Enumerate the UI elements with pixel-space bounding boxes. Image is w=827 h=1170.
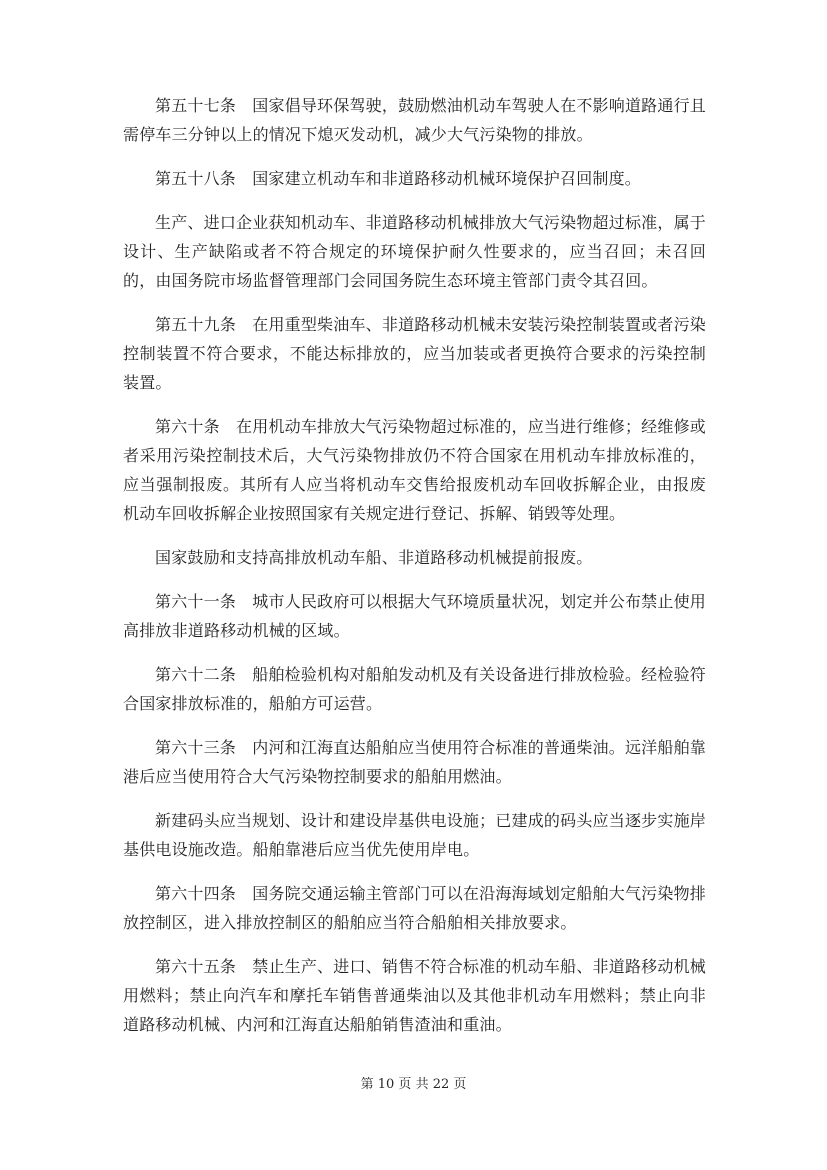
article-58-paragraph-1: 第五十八条 国家建立机动车和非道路移动机械环境保护召回制度。 [155,169,642,188]
article-60-paragraph-2: 国家鼓励和支持高排放机动车船、非道路移动机械提前报废。 [155,548,593,567]
article-63-paragraph-2: 新建码头应当规划、设计和建设岸基供电设施；已建成的码头应当逐步实施岸基供电设施改造。船舶靠港后应当优先使用岸电。 [123,811,706,859]
article-62-paragraph: 第六十二条 船舶检验机构对船舶发动机及有关设备进行排放检验。经检验符合国家排放标准的，船舶方可运营。 [123,665,706,713]
article-61-paragraph: 第六十一条 城市人民政府可以根据大气环境质量状况，划定并公布禁止使用高排放非道路移动机械的区域。 [123,592,706,640]
article-63-paragraph-1: 第六十三条 内河和江海直达船舶应当使用符合标准的普通柴油。远洋船舶靠港后应当使用符合大气污染物控制要求的船舶用燃油。 [123,738,706,786]
document-body [123,91,706,1054]
article-57-paragraph: 第五十七条 国家倡导环保驾驶，鼓励燃油机动车驾驶人在不影响道路通行且需停车三分钟以上的情况下熄灭发动机，减少大气污染物的排放。 [123,96,706,144]
page-footer [0,1076,827,1094]
article-58-paragraph-2: 生产、进口企业获知机动车、非道路移动机械排放大气污染物超过标准，属于设计、生产缺陷或者不符合规定的环境保护耐久性要求的，应当召回；未召回的，由国务院市场监督管理部门会同国务院生态环境主管部门责令其召回。 [123,213,706,290]
page-number-text: 第 10 页 共 22 页 [360,1077,467,1092]
article-64-paragraph: 第六十四条 国务院交通运输主管部门可以在沿海海域划定船舶大气污染物排放控制区，进入排放控制区的船舶应当符合船舶相关排放要求。 [123,884,706,932]
article-59-paragraph: 第五十九条 在用重型柴油车、非道路移动机械未安装污染控制装置或者污染控制装置不符合要求，不能达标排放的，应当加装或者更换符合要求的污染控制装置。 [123,315,706,392]
article-65-paragraph: 第六十五条 禁止生产、进口、销售不符合标准的机动车船、非道路移动机械用燃料；禁止向汽车和摩托车销售普通柴油以及其他非机动车用燃料；禁止向非道路移动机械、内河和江海直达船舶销售渣油和重油。 [123,957,706,1034]
article-60-paragraph-1: 第六十条 在用机动车排放大气污染物超过标准的，应当进行维修；经维修或者采用污染控制技术后，大气污染物排放仍不符合国家在用机动车排放标准的，应当强制报废。其所有人应当将机动车交售给报废机动车回收拆解企业，由报废机动车回收拆解企业按照国家有关规定进行登记、拆解、销毁等处理。 [123,417,706,523]
